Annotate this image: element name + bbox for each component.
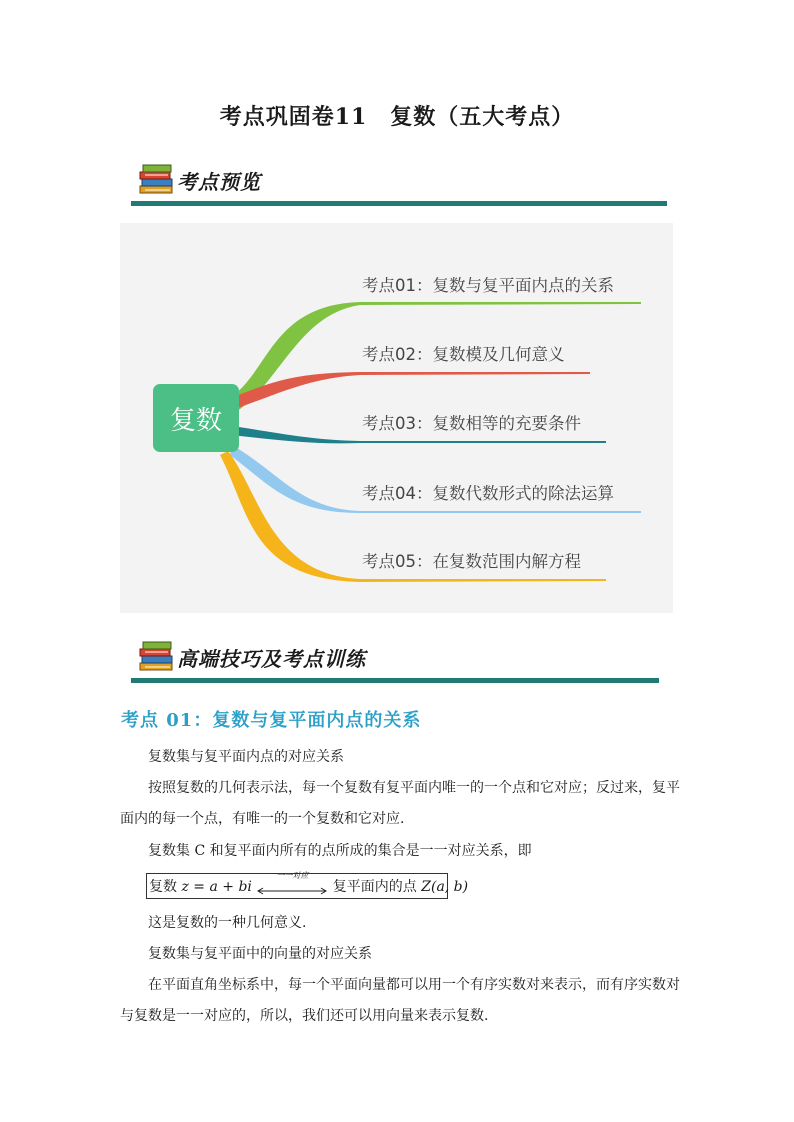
mindmap [120, 223, 673, 613]
paragraph-body-1: 按照复数的几何表示法，每一个复数有复平面内唯一的一个点和它对应；反过来，复平面内的每一个点，有唯一的一个复数和它对应. [120, 780, 680, 827]
branch-label-01: 考点01：复数与复平面内点的关系 [362, 276, 614, 295]
section-header-preview [131, 160, 667, 206]
section-label-preview: 考点预览 [177, 170, 261, 194]
branch-curve-02 [228, 372, 590, 409]
paragraph-body-4: 在平面直角坐标系中，每一个平面向量都可以用一个有序实数对来表示，而有序实数对与复数是一一对应的，所以，我们还可以用向量来表示复数. [120, 977, 680, 1024]
books-icon [137, 162, 175, 196]
formula-right-math: Z(a, b) [421, 879, 469, 895]
paragraph-body-2: 复数集 C 和复平面内所有的点所成的集合是一一对应关系，即 [148, 843, 532, 859]
paragraph-body-3: 这是复数的一种几何意义. [148, 915, 307, 931]
topic-heading-01: 考点 01：复数与复平面内点的关系 [121, 710, 422, 731]
branch-label-05: 考点05：在复数范围内解方程 [362, 552, 581, 571]
formula-right-text: 复平面内的点 [332, 879, 417, 895]
section-divider [131, 678, 659, 683]
branch-label-02: 考点02：复数模及几何意义 [362, 345, 565, 364]
paragraph-subheading-2: 复数集与复平面中的向量的对应关系 [148, 946, 372, 962]
formula-left-text: 复数 [149, 879, 177, 895]
bidirectional-arrow-icon [256, 871, 328, 894]
document-title: 考点巩固卷11 复数（五大考点） [219, 104, 575, 130]
books-icon [137, 639, 175, 673]
section-label-training: 高端技巧及考点训练 [177, 647, 366, 671]
mindmap-root: 复数 [153, 384, 239, 452]
branch-label-04: 考点04：复数代数形式的除法运算 [362, 484, 614, 503]
branch-label-03: 考点03：复数相等的充要条件 [362, 414, 581, 433]
section-divider [131, 201, 667, 206]
arrow-label: 一一对应 [276, 871, 309, 880]
formula-left-math: z = a + bi [181, 879, 252, 895]
section-header-training [131, 637, 667, 683]
formula-box [146, 871, 469, 899]
paragraph-subheading-1: 复数集与复平面内点的对应关系 [148, 749, 344, 765]
